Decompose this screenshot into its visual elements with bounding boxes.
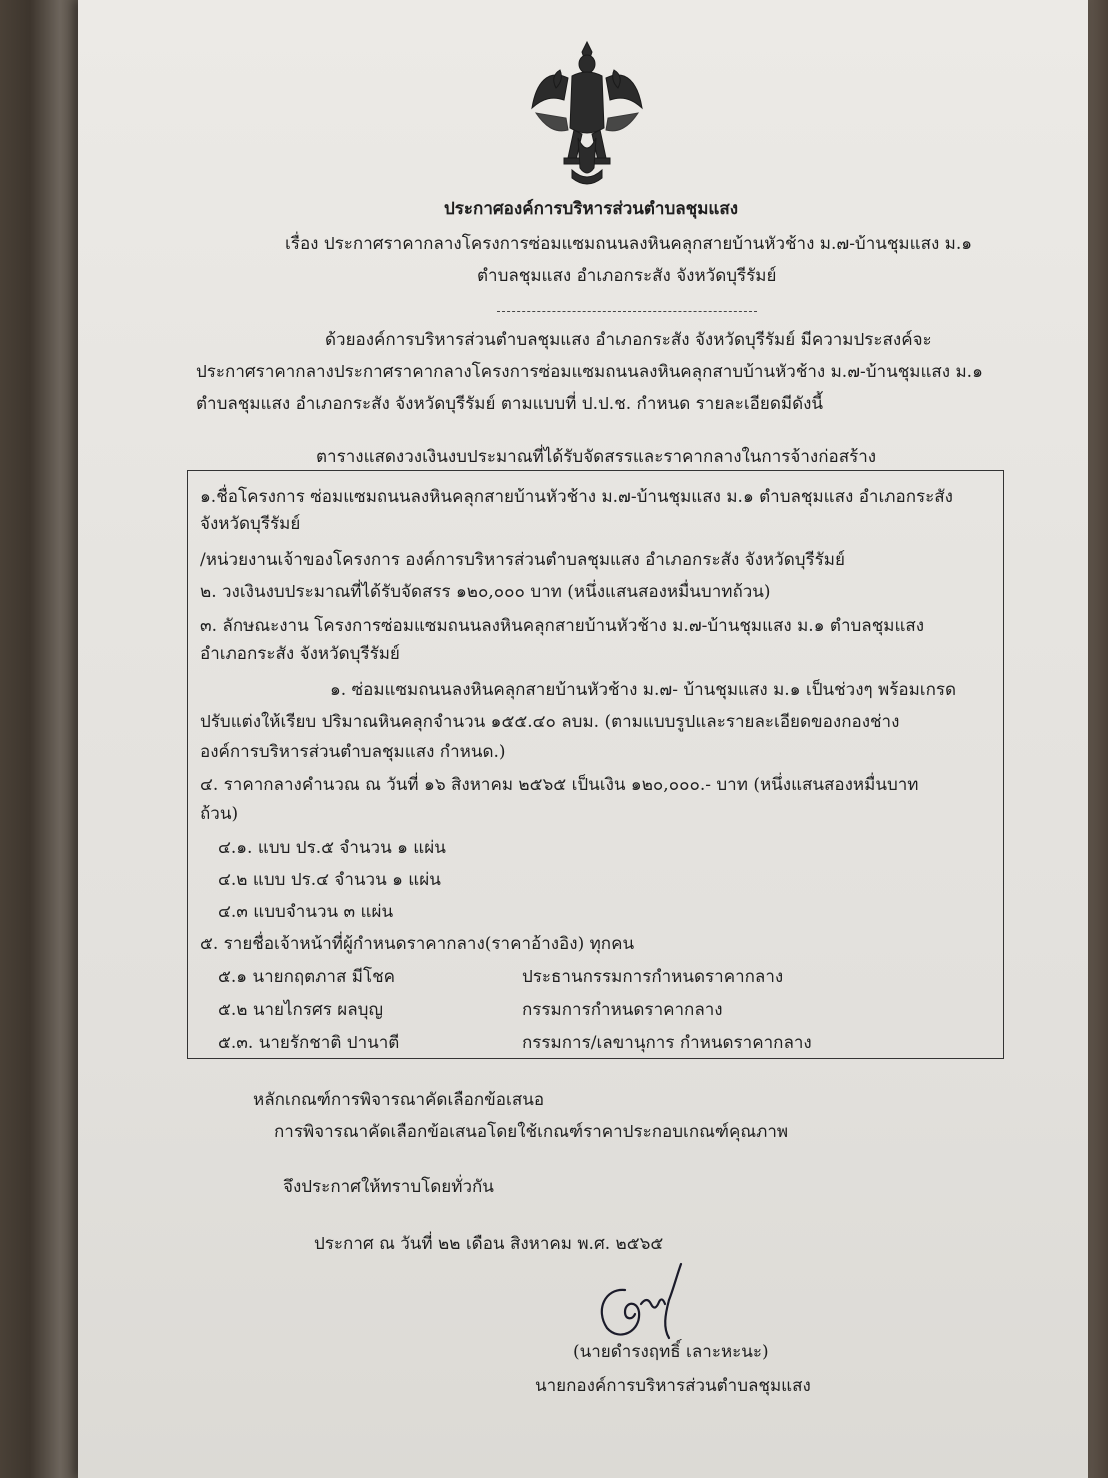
item4-line2: ถ้วน) xyxy=(200,804,239,824)
committee-role-2: กรรมการกำหนดราคากลาง xyxy=(522,1000,723,1020)
signer-name: (นายดำรงฤทธิ์ เลาะหะนะ) xyxy=(573,1342,769,1362)
item4-line1: ๔. ราคากลางคำนวณ ณ วันที่ ๑๖ สิงหาคม ๒๕๖๕ เป็นเงิน ๑๒๐,๐๐๐.- บาท (หนึ่งแสนสองหมื่นบาท xyxy=(200,775,919,795)
closing-text: จึงประกาศให้ทราบโดยทั่วกัน xyxy=(283,1177,494,1197)
criteria-text: การพิจารณาคัดเลือกข้อเสนอโดยใช้เกณฑ์ราคาประกอบเกณฑ์คุณภาพ xyxy=(274,1122,789,1142)
signer-position: นายกองค์การบริหารส่วนตำบลชุมแสง xyxy=(535,1376,811,1396)
item3-line1: ๓. ลักษณะงาน โครงการซ่อมแซมถนนลงหินคลุกสายบ้านหัวช้าง ม.๗-บ้านชุมแสง ม.๑ ตำบลชุมแสง xyxy=(200,616,925,636)
item2: ๒. วงเงินงบประมาณที่ได้รับจัดสรร ๑๒๐,๐๐๐ บาท (หนึ่งแสนสองหมื่นบาทถ้วน) xyxy=(200,582,771,602)
item1-line3: /หน่วยงานเจ้าของโครงการ องค์การบริหารส่วนตำบลชุมแสง อำเภอกระสัง จังหวัดบุรีรัมย์ xyxy=(200,550,845,570)
committee-name-2: ๕.๒ นายไกรศร ผลบุญ xyxy=(218,1000,383,1020)
item4-2: ๔.๒ แบบ ปร.๔ จำนวน ๑ แผ่น xyxy=(218,870,441,890)
committee-name-3: ๕.๓. นายรักชาติ ปานาตี xyxy=(218,1033,400,1053)
table-title: ตารางแสดงวงเงินงบประมาณที่ได้รับจัดสรรและราคากลางในการจ้างก่อสร้าง xyxy=(316,447,877,467)
item3-sub-line3: องค์การบริหารส่วนตำบลชุมแสง กำหนด.) xyxy=(200,742,506,762)
intro-line-3: ตำบลชุมแสง อำเภอกระสัง จังหวัดบุรีรัมย์ ตามแบบที่ ป.ป.ช. กำหนด รายละเอียดมีดังนี้ xyxy=(196,394,824,414)
item5: ๕. รายชื่อเจ้าหน้าที่ผู้กำหนดราคากลาง(ราคาอ้างอิง) ทุกคน xyxy=(200,934,635,954)
intro-line-2: ประกาศราคากลางประกาศราคากลางโครงการซ่อมแซมถนนลงหินคลุกสาบบ้านหัวช้าง ม.๗-บ้านชุมแสง ม.๑ xyxy=(196,362,983,382)
item4-1: ๔.๑. แบบ ปร.๕ จำนวน ๑ แผ่น xyxy=(218,838,446,858)
item3-sub-line1: ๑. ซ่อมแซมถนนลงหินคลุกสายบ้านหัวช้าง ม.๗- บ้านชุมแสง ม.๑ เป็นช่วงๆ พร้อมเกรด xyxy=(330,680,957,700)
item1-line2: จังหวัดบุรีรัมย์ xyxy=(200,514,301,534)
subject-line-1: เรื่อง ประกาศราคากลางโครงการซ่อมแซมถนนลงหินคลุกสายบ้านหัวช้าง ม.๗-บ้านชุมแสง ม.๑ xyxy=(285,234,973,254)
committee-role-3: กรรมการ/เลขานุการ กำหนดราคากลาง xyxy=(522,1033,812,1053)
separator-line xyxy=(497,311,757,312)
document-title: ประกาศองค์การบริหารส่วนตำบลชุมแสง xyxy=(444,199,739,219)
item4-3: ๔.๓ แบบจำนวน ๓ แผ่น xyxy=(218,902,394,922)
item3-sub-line2: ปรับแต่งให้เรียบ ปริมาณหินคลุกจำนวน ๑๕๕.๔๐ ลบม. (ตามแบบรูปและรายละเอียดของกองช่าง xyxy=(200,712,900,732)
item3-line2: อำเภอกระสัง จังหวัดบุรีรัมย์ xyxy=(200,644,400,664)
handwritten-signature xyxy=(585,1260,700,1345)
date-line: ประกาศ ณ วันที่ ๒๒ เดือน สิงหาคม พ.ศ. ๒๕๖๕ xyxy=(314,1234,664,1254)
intro-line-1: ด้วยองค์การบริหารส่วนตำบลชุมแสง อำเภอกระสัง จังหวัดบุรีรัมย์ มีความประสงค์จะ xyxy=(325,330,932,350)
criteria-heading: หลักเกณฑ์การพิจารณาคัดเลือกข้อเสนอ xyxy=(253,1090,545,1110)
item1-line1: ๑.ชื่อโครงการ ซ่อมแซมถนนลงหินคลุกสายบ้านหัวช้าง ม.๗-บ้านชุมแสง ม.๑ ตำบลชุมแสง อำเภอกระสัง xyxy=(200,487,953,507)
garuda-emblem-icon xyxy=(528,38,646,188)
committee-name-1: ๕.๑ นายกฤตภาส มีโชค xyxy=(218,967,395,987)
subject-line-2: ตำบลชุมแสง อำเภอกระสัง จังหวัดบุรีรัมย์ xyxy=(477,266,777,286)
committee-role-1: ประธานกรรมการกำหนดราคากลาง xyxy=(522,967,784,987)
